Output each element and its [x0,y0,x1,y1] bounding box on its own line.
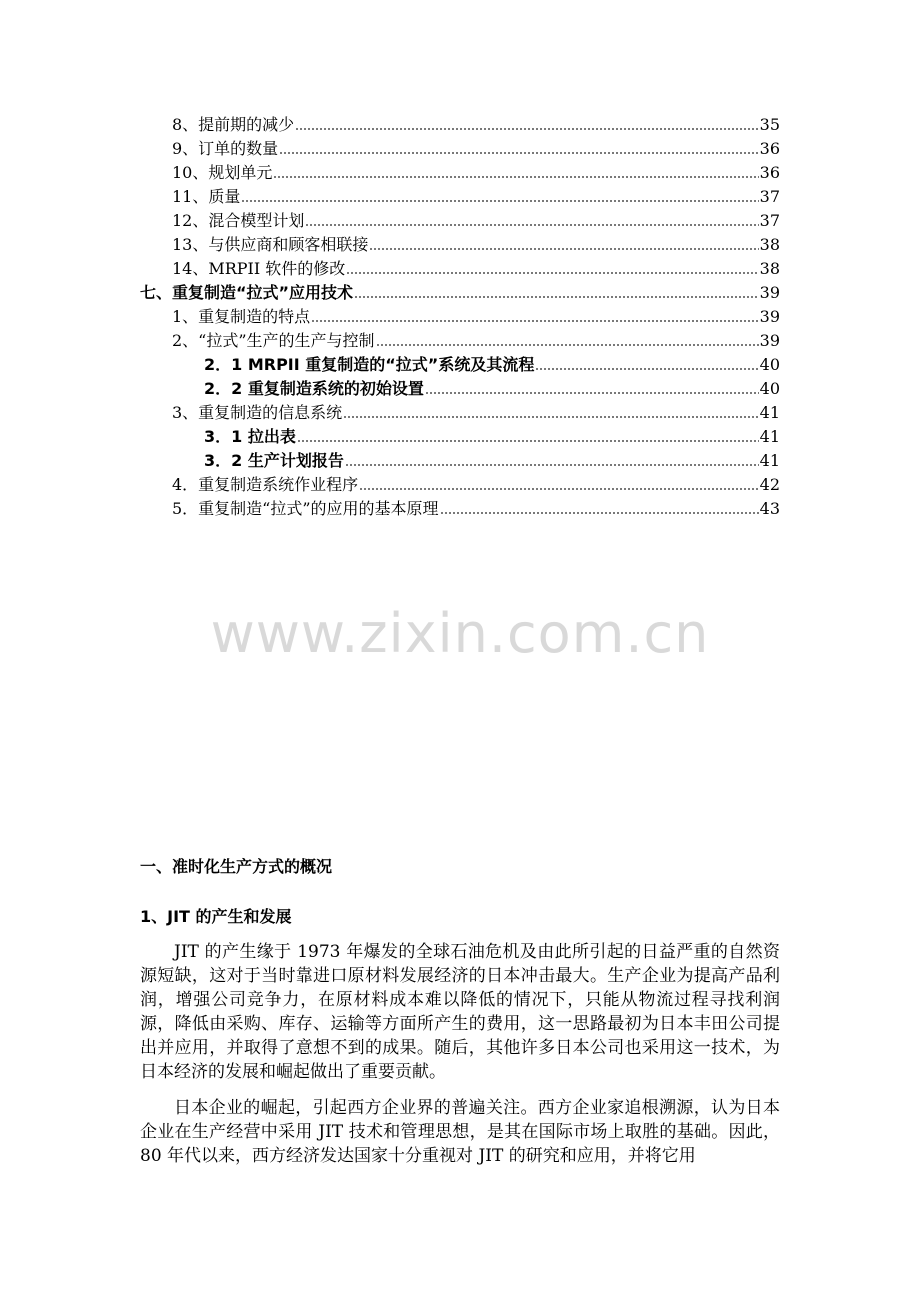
toc-entry-title: 3、重复制造的信息系统 [172,403,343,422]
toc-leader-dots [369,247,758,251]
toc-entry-page: 39 [759,331,780,350]
toc-leader-dots [273,175,758,179]
toc-entry-title: 4．重复制造系统作业程序 [172,475,359,494]
toc-entry-title: 9、订单的数量 [172,139,279,158]
toc-leader-dots [241,199,758,203]
toc-entry[interactable] [172,233,780,257]
toc-entry-chapter[interactable] [140,281,780,305]
toc-leader-dots [311,319,758,323]
toc-entry-title: 14、MRPII 软件的修改 [172,259,346,278]
toc-leader-dots [440,511,759,515]
toc-entry-sub[interactable] [204,425,780,449]
toc-entry-page: 38 [759,259,780,278]
toc-leader-dots [359,487,758,491]
toc-entry-title: 3．1 拉出表 [204,427,296,446]
toc-entry-page: 36 [759,163,780,182]
toc-entry-page: 41 [759,427,780,446]
toc-entry-sub[interactable] [204,353,780,377]
toc-entry-page: 40 [759,379,780,398]
toc-entry-title: 11、质量 [172,187,241,206]
toc-entry[interactable] [172,113,780,137]
toc-entry[interactable] [172,305,780,329]
toc-entry[interactable] [172,401,780,425]
toc-entry-page: 37 [759,187,780,206]
toc-entry-sub[interactable] [204,449,780,473]
toc-leader-dots [425,391,759,395]
toc-entry-title: 12、混合模型计划 [172,211,305,230]
subsection-heading: 1、JIT 的产生和发展 [140,907,292,926]
toc-entry-page: 42 [759,475,780,494]
watermark: www.zixin.com.cn [210,602,710,665]
toc-entry-page: 41 [759,403,780,422]
toc-entry-title: 2．2 重复制造系统的初始设置 [204,379,424,398]
toc-entry-title: 10、规划单元 [172,163,273,182]
toc-leader-dots [535,367,758,371]
toc-leader-dots [305,223,758,227]
toc-leader-dots [354,295,759,299]
toc-entry-title: 1、重复制造的特点 [172,307,311,326]
toc-leader-dots [376,343,759,347]
toc-entry[interactable] [172,497,780,521]
toc-entry-page: 39 [759,307,780,326]
toc-entry[interactable] [172,137,780,161]
toc-entry-title: 5．重复制造“拉式”的应用的基本原理 [172,499,439,518]
toc-entry[interactable] [172,473,780,497]
toc-entry-title: 七、重复制造“拉式”应用技术 [140,283,354,302]
body-paragraph: JIT 的产生缘于 1973 年爆发的全球石油危机及由此所引起的日益严重的自然资源短缺，这对于当时靠进口原材料发展经济的日本冲击最大。生产企业为提高产品利润，增强公司竞争力，在原材料成本难以降低的情况下，只能从物流过程寻找利润源，降低由采购、库存、运输等方面所产生的费用，这一思路最初为日本丰田公司提出并应用，并取得了意想不到的成果。随后，其他许多日本公司也采用这一技术，为日本经济的发展和崛起做出了重要贡献。 [140,942,780,1082]
toc-leader-dots [343,415,758,419]
toc-entry-page: 39 [759,283,780,302]
toc-entry-page: 36 [759,139,780,158]
toc-entry-page: 37 [759,211,780,230]
toc-entry-page: 43 [759,499,780,518]
toc-entry-page: 38 [759,235,780,254]
toc-entry-title: 8、提前期的减少 [172,115,295,134]
toc-entry[interactable] [172,329,780,353]
toc-entry-title: 2、“拉式”生产的生产与控制 [172,331,375,350]
toc-entry-sub[interactable] [204,377,780,401]
toc-leader-dots [345,463,759,467]
toc-leader-dots [346,271,758,275]
toc-entry-title: 3．2 生产计划报告 [204,451,344,470]
body-paragraph: 日本企业的崛起，引起西方企业界的普遍关注。西方企业家追根溯源，认为日本企业在生产经营中采用 JIT 技术和管理思想，是其在国际市场上取胜的基础。因此，80 年代以来，西方经济发达国家十分重视对 JIT 的研究和应用，并将它用 [140,1098,780,1166]
toc-entry-page: 41 [759,451,780,470]
toc-entry[interactable] [172,185,780,209]
toc-entry[interactable] [172,209,780,233]
toc-entry-page: 35 [759,115,780,134]
toc-entry-title: 2．1 MRPII 重复制造的“拉式”系统及其流程 [204,355,535,374]
toc-entry-page: 40 [759,355,780,374]
toc-leader-dots [295,127,758,131]
toc-entry[interactable] [172,257,780,281]
toc-entry-title: 13、与供应商和顾客相联接 [172,235,369,254]
toc-entry[interactable] [172,161,780,185]
toc-leader-dots [297,439,759,443]
toc-leader-dots [279,151,758,155]
section-heading: 一、准时化生产方式的概况 [140,857,333,876]
